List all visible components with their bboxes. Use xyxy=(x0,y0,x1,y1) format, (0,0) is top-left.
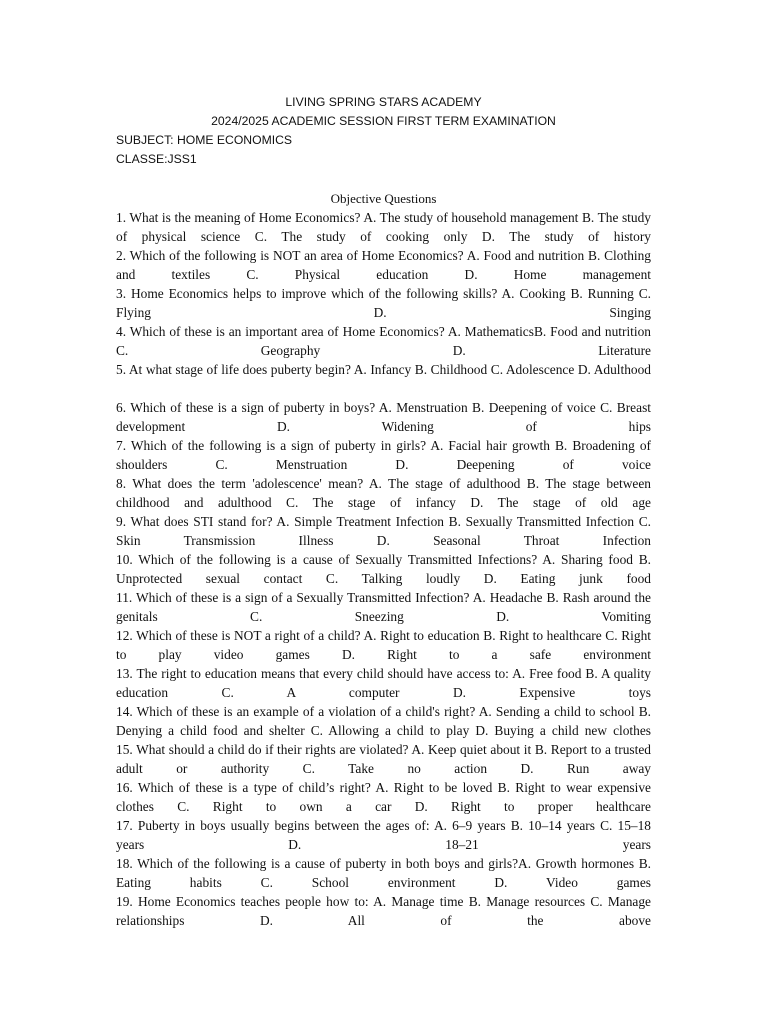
question-list xyxy=(116,208,651,930)
question-item: 4. Which of these is an important area of Home Economics? A. MathematicsB. Food and nutrition C. Geography D. Literature xyxy=(116,324,651,358)
question-item: 2. Which of the following is NOT an area of Home Economics? A. Food and nutrition B. Clothing and textiles C. Physical education D. Home management xyxy=(116,248,651,282)
question-item: 10. Which of the following is a cause of Sexually Transmitted Infections? A. Sharing food B. Unprotected sexual contact C. Talking loudly D. Eating junk food xyxy=(116,552,651,586)
question-item: 11. Which of these is a sign of a Sexually Transmitted Infection? A. Headache B. Rash around the genitals C. Sneezing D. Vomiting xyxy=(116,590,651,624)
exam-header xyxy=(116,93,651,169)
subject-line: SUBJECT: HOME ECONOMICS xyxy=(116,133,293,147)
school-name: LIVING SPRING STARS ACADEMY xyxy=(285,95,482,109)
question-item: 18. Which of the following is a cause of puberty in both boys and girls?A. Growth hormones B. Eating habits C. School environment D. Video games xyxy=(116,856,651,890)
question-item: 17. Puberty in boys usually begins between the ages of: A. 6–9 years B. 10–14 years C. 15–18 years D. 18–21 years xyxy=(116,818,651,852)
question-item: 19. Home Economics teaches people how to: A. Manage time B. Manage resources C. Manage relationships D. All of the above xyxy=(116,894,651,928)
question-item: 14. Which of these is an example of a violation of a child's right? A. Sending a child to school B. Denying a child food and shelter C. Allowing a child to play D. Buying a child new clothes xyxy=(116,704,651,738)
question-item: 6. Which of these is a sign of puberty in boys? A. Menstruation B. Deepening of voice C. Breast development D. Widening of hips xyxy=(116,400,651,434)
question-item: 1. What is the meaning of Home Economics? A. The study of household management B. The study of physical science C. The study of cooking only D. The study of history xyxy=(116,210,651,244)
question-item: 16. Which of these is a type of child’s right? A. Right to be loved B. Right to wear expensive clothes C. Right to own a car D. Right to proper healthcare xyxy=(116,780,651,814)
class-line: CLASSE:JSS1 xyxy=(116,152,197,166)
question-item: 8. What does the term 'adolescence' mean? A. The stage of adulthood B. The stage between childhood and adulthood C. The stage of infancy D. The stage of old age xyxy=(116,476,651,510)
section-title: Objective Questions xyxy=(330,191,437,206)
question-item: 5. At what stage of life does puberty begin? A. Infancy B. Childhood C. Adolescence D. Adulthood xyxy=(116,362,651,377)
question-item: 9. What does STI stand for? A. Simple Treatment Infection B. Sexually Transmitted Infection C. Skin Transmission Illness D. Seasonal Throat Infection xyxy=(116,514,651,548)
question-item: 7. Which of the following is a sign of puberty in girls? A. Facial hair growth B. Broadening of shoulders C. Menstruation D. Deepening of voice xyxy=(116,438,651,472)
question-item: 3. Home Economics helps to improve which of the following skills? A. Cooking B. Running C. Flying D. Singing xyxy=(116,286,651,320)
question-item: 12. Which of these is NOT a right of a child? A. Right to education B. Right to healthcare C. Right to play video games D. Right to a safe environment xyxy=(116,628,651,662)
question-item: 13. The right to education means that every child should have access to: A. Free food B. A quality education C. A computer D. Expensive toys xyxy=(116,666,651,700)
question-item: 15. What should a child do if their rights are violated? A. Keep quiet about it B. Report to a trusted adult or authority C. Take no action D. Run away xyxy=(116,742,651,776)
session-title: 2024/2025 ACADEMIC SESSION FIRST TERM EXAMINATION xyxy=(211,114,556,128)
